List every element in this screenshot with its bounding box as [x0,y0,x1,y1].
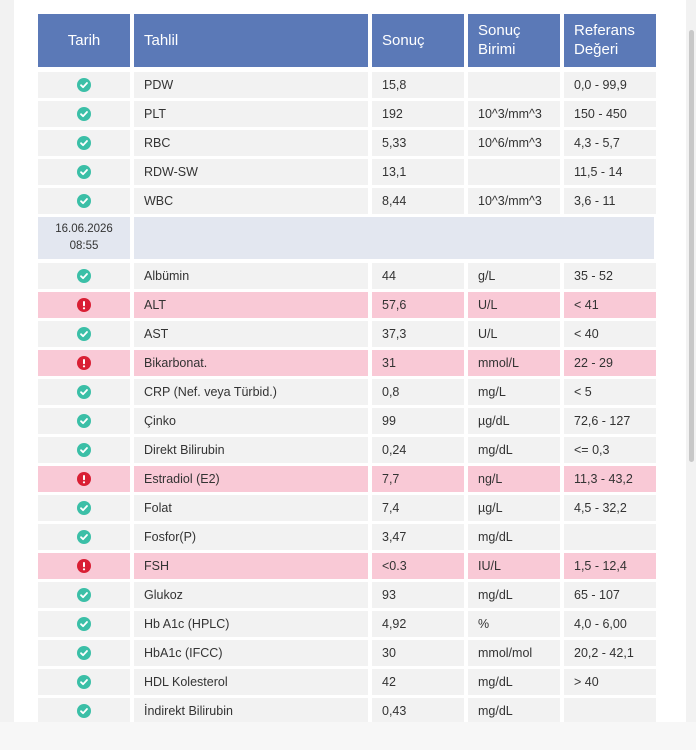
table-row[interactable] [38,130,658,156]
result-value: 7,4 [372,495,464,521]
result-unit: 10^6/mm^3 [468,130,560,156]
test-name: WBC [134,188,368,214]
result-value: 7,7 [372,466,464,492]
table-row[interactable] [38,263,658,289]
test-name: FSH [134,553,368,579]
reference-range: < 40 [564,321,656,347]
vertical-scrollbar[interactable] [689,30,694,462]
reference-range: <= 0,3 [564,437,656,463]
result-unit: mg/dL [468,582,560,608]
reference-range: 4,0 - 6,00 [564,611,656,637]
check-circle-icon [77,165,91,179]
test-name: İndirekt Bilirubin [134,698,368,724]
table-row[interactable] [38,72,658,98]
status-cell [38,263,130,289]
check-circle-icon [77,78,91,92]
result-unit: mg/dL [468,524,560,550]
reference-range: 4,5 - 32,2 [564,495,656,521]
exclamation-circle-icon [77,559,91,573]
status-cell [38,466,130,492]
header-reference[interactable] [564,14,656,67]
check-circle-icon [77,107,91,121]
reference-range: 20,2 - 42,1 [564,640,656,666]
date-row-spacer [134,217,654,259]
result-value: 42 [372,669,464,695]
status-cell [38,101,130,127]
result-value: 44 [372,263,464,289]
result-unit [468,72,560,98]
test-name: Glukoz [134,582,368,608]
status-cell [38,669,130,695]
test-name: CRP (Nef. veya Türbid.) [134,379,368,405]
test-name: RBC [134,130,368,156]
result-unit: U/L [468,292,560,318]
reference-range: < 5 [564,379,656,405]
header-unit-line2: Birimi [478,40,516,58]
check-circle-icon [77,501,91,515]
reference-range: 22 - 29 [564,350,656,376]
check-circle-icon [77,617,91,631]
header-reference-line1: Referans [574,21,635,39]
date-cell [38,217,130,259]
reference-range: 11,3 - 43,2 [564,466,656,492]
test-name: Estradiol (E2) [134,466,368,492]
reference-range: 72,6 - 127 [564,408,656,434]
test-name: Hb A1c (HPLC) [134,611,368,637]
reference-range: 1,5 - 12,4 [564,553,656,579]
result-unit: mg/dL [468,437,560,463]
result-value: 5,33 [372,130,464,156]
status-cell [38,321,130,347]
result-value: 57,6 [372,292,464,318]
table-row[interactable] [38,611,658,637]
check-circle-icon [77,327,91,341]
header-unit-line1: Sonuç [478,21,521,39]
status-cell [38,159,130,185]
table-row[interactable] [38,582,658,608]
reference-range: 4,3 - 5,7 [564,130,656,156]
status-cell [38,130,130,156]
status-cell [38,379,130,405]
result-unit: 10^3/mm^3 [468,188,560,214]
time-value: 08:55 [69,240,99,252]
test-name: Albümin [134,263,368,289]
check-circle-icon [77,675,91,689]
bottom-bar [0,722,696,750]
result-group-1 [38,72,658,214]
result-value: 93 [372,582,464,608]
result-unit: mg/L [468,379,560,405]
check-circle-icon [77,646,91,660]
table-header [38,14,658,67]
table-row[interactable] [38,188,658,214]
check-circle-icon [77,269,91,283]
test-name: Çinko [134,408,368,434]
status-cell [38,408,130,434]
table-row[interactable] [38,495,658,521]
status-cell [38,524,130,550]
test-name: Folat [134,495,368,521]
table-row[interactable] [38,350,658,376]
test-name: Bikarbonat. [134,350,368,376]
reference-range [564,698,656,724]
status-cell [38,640,130,666]
header-unit[interactable] [468,14,560,67]
date-value: 16.06.2026 [55,223,113,235]
table-row[interactable] [38,698,658,724]
check-circle-icon [77,414,91,428]
status-cell [38,350,130,376]
status-cell [38,611,130,637]
result-value: 0,43 [372,698,464,724]
status-cell [38,582,130,608]
result-unit: mg/dL [468,698,560,724]
reference-range: 150 - 450 [564,101,656,127]
table-row[interactable] [38,379,658,405]
result-group-2 [38,263,658,724]
table-row[interactable] [38,669,658,695]
table-row[interactable] [38,524,658,550]
date-group-row[interactable] [38,217,658,259]
lab-results-table [38,14,658,727]
result-unit: mg/dL [468,669,560,695]
check-circle-icon [77,530,91,544]
status-cell [38,437,130,463]
result-value: 30 [372,640,464,666]
test-name: Direkt Bilirubin [134,437,368,463]
test-name: HDL Kolesterol [134,669,368,695]
reference-range [564,524,656,550]
result-unit: mmol/L [468,350,560,376]
table-row[interactable] [38,640,658,666]
header-test[interactable]: Tahlil [134,14,368,67]
check-circle-icon [77,443,91,457]
result-value: 15,8 [372,72,464,98]
result-unit: g/L [468,263,560,289]
header-date[interactable]: Tarih [38,14,130,67]
left-frame [0,0,14,750]
result-value: 8,44 [372,188,464,214]
result-value: 3,47 [372,524,464,550]
table-row[interactable] [38,321,658,347]
result-value: 99 [372,408,464,434]
status-cell [38,495,130,521]
test-name: PLT [134,101,368,127]
reference-range: 0,0 - 99,9 [564,72,656,98]
header-reference-line2: Değeri [574,40,619,58]
table-row[interactable] [38,437,658,463]
result-value: 0,24 [372,437,464,463]
result-value: <0.3 [372,553,464,579]
status-cell [38,292,130,318]
status-cell [38,72,130,98]
result-unit: % [468,611,560,637]
result-unit: U/L [468,321,560,347]
header-result[interactable]: Sonuç [372,14,464,67]
reference-range: 3,6 - 11 [564,188,656,214]
reference-range: 35 - 52 [564,263,656,289]
test-name: ALT [134,292,368,318]
check-circle-icon [77,588,91,602]
reference-range: 65 - 107 [564,582,656,608]
result-unit [468,159,560,185]
table-row[interactable] [38,408,658,434]
result-value: 0,8 [372,379,464,405]
table-row[interactable] [38,466,658,492]
result-value: 192 [372,101,464,127]
result-unit: IU/L [468,553,560,579]
result-value: 4,92 [372,611,464,637]
test-name: Fosfor(P) [134,524,368,550]
result-unit: mmol/mol [468,640,560,666]
check-circle-icon [77,136,91,150]
result-unit: ng/L [468,466,560,492]
check-circle-icon [77,194,91,208]
table-row[interactable] [38,159,658,185]
exclamation-circle-icon [77,298,91,312]
result-value: 37,3 [372,321,464,347]
reference-range: < 41 [564,292,656,318]
reference-range: > 40 [564,669,656,695]
reference-range: 11,5 - 14 [564,159,656,185]
check-circle-icon [77,385,91,399]
status-cell [38,698,130,724]
table-row[interactable] [38,101,658,127]
test-name: PDW [134,72,368,98]
check-circle-icon [77,704,91,718]
test-name: RDW-SW [134,159,368,185]
test-name: HbA1c (IFCC) [134,640,368,666]
test-name: AST [134,321,368,347]
result-value: 13,1 [372,159,464,185]
result-unit: 10^3/mm^3 [468,101,560,127]
status-cell [38,188,130,214]
result-unit: µg/dL [468,408,560,434]
table-row[interactable] [38,553,658,579]
status-cell [38,553,130,579]
result-unit: µg/L [468,495,560,521]
result-value: 31 [372,350,464,376]
exclamation-circle-icon [77,356,91,370]
exclamation-circle-icon [77,472,91,486]
table-row[interactable] [38,292,658,318]
